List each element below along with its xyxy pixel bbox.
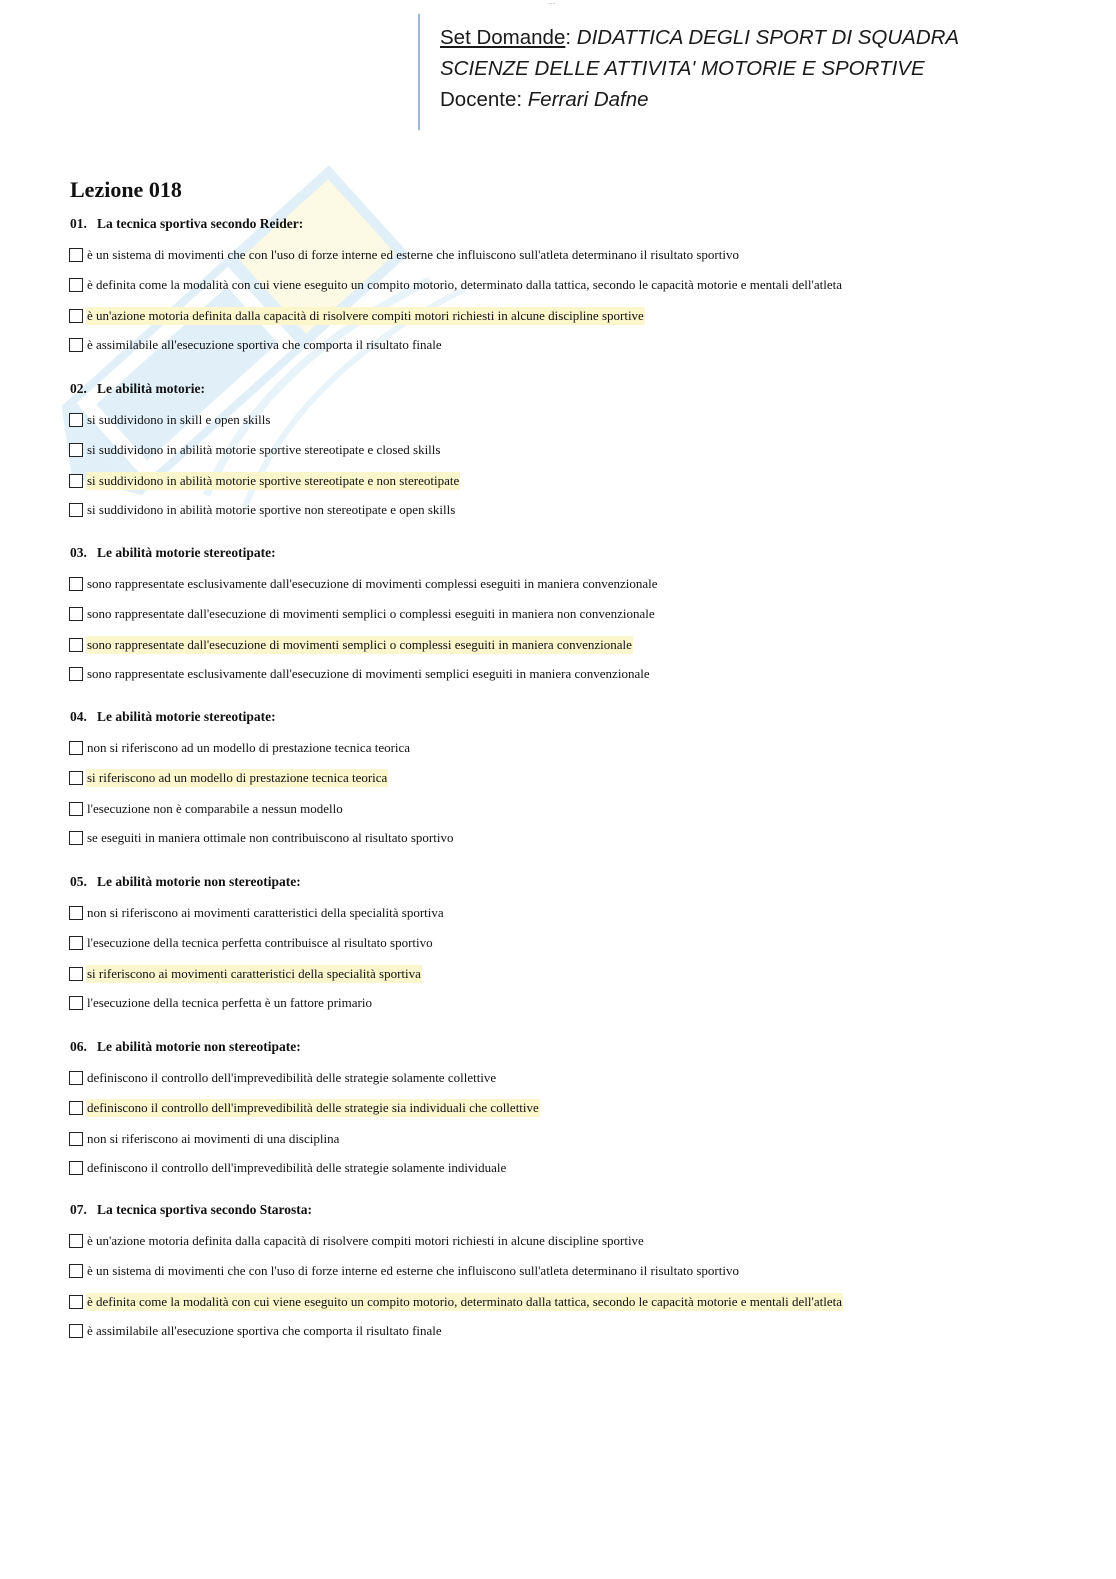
answer-option[interactable] (69, 336, 443, 354)
degree-line (440, 53, 959, 84)
question-text: Le abilità motorie non stereotipate: (97, 1039, 301, 1054)
answer-checkbox[interactable] (69, 831, 83, 845)
answer-option[interactable] (69, 501, 456, 519)
answer-text: se eseguiti in maniera ottimale non contribuiscono al risultato sportivo (87, 830, 454, 845)
question-number: 01. (70, 216, 87, 231)
answer-checkbox[interactable] (69, 248, 83, 262)
set-label: Set Domande (440, 26, 566, 49)
answer-option[interactable] (69, 246, 740, 264)
answer-text: è assimilabile all'esecuzione sportiva che comporta il risultato finale (87, 1323, 442, 1338)
document-header (440, 22, 959, 115)
answer-option[interactable] (69, 1262, 740, 1280)
answer-checkbox[interactable] (69, 1324, 83, 1338)
teacher-label: Docente (440, 88, 517, 111)
question-6 (70, 1039, 301, 1055)
question-text: La tecnica sportiva secondo Reider: (97, 216, 304, 231)
answer-text: definiscono il controllo dell'imprevedibilità delle strategie solamente individuale (87, 1160, 507, 1175)
answer-checkbox[interactable] (69, 1161, 83, 1175)
answer-checkbox[interactable] (69, 996, 83, 1010)
answer-option[interactable] (69, 1099, 540, 1117)
answer-text: è un sistema di movimenti che con l'uso di forze interne ed esterne che influiscono sull'atleta determinano il risultato sportivo (87, 1263, 739, 1278)
question-7 (70, 1202, 312, 1218)
answer-checkbox[interactable] (69, 607, 83, 621)
answer-checkbox[interactable] (69, 802, 83, 816)
teacher-line: Docente: Ferrari Dafne (440, 88, 649, 111)
answer-option[interactable] (69, 800, 344, 818)
answer-text: si suddividono in skill e open skills (87, 412, 271, 427)
question-text: Le abilità motorie non stereotipate: (97, 874, 301, 889)
answer-checkbox[interactable] (69, 667, 83, 681)
answer-text: si suddividono in abilità motorie sportive stereotipate e closed skills (87, 442, 441, 457)
answer-checkbox[interactable] (69, 278, 83, 292)
answer-checkbox[interactable] (69, 1264, 83, 1278)
teacher-name: Ferrari Dafne (527, 88, 649, 111)
answer-text: è assimilabile all'esecuzione sportiva che comporta il risultato finale (87, 337, 442, 352)
answer-checkbox[interactable] (69, 1071, 83, 1085)
answer-option[interactable] (69, 411, 271, 429)
question-2 (70, 381, 205, 397)
answer-checkbox[interactable] (69, 474, 83, 488)
answer-option[interactable] (69, 1069, 497, 1087)
answer-option[interactable] (69, 739, 411, 757)
answer-checkbox[interactable] (69, 309, 83, 323)
answer-option[interactable] (69, 934, 434, 952)
answer-text: è un'azione motoria definita dalla capacità di risolvere compiti motori richiesti in alcune discipline sportive (87, 1233, 644, 1248)
answer-text-highlighted: definiscono il controllo dell'imprevedibilità delle strategie sia individuali che collettive (87, 1100, 539, 1115)
answer-text: non si riferiscono ad un modello di prestazione tecnica teorica (87, 740, 411, 755)
answer-text: si suddividono in abilità motorie sportive non stereotipate e open skills (87, 502, 456, 517)
answer-checkbox[interactable] (69, 967, 83, 981)
page-mark: ..... (548, 0, 556, 6)
answer-text: l'esecuzione non è comparabile a nessun modello (87, 801, 343, 816)
answer-text: è definita come la modalità con cui viene eseguito un compito motorio, determinato dalla tattica, secondo le capacità motorie e mentali dell'atleta (87, 277, 842, 292)
answer-option[interactable] (69, 472, 460, 490)
answer-option[interactable] (69, 994, 373, 1012)
answer-text-highlighted: è un'azione motoria definita dalla capacità di risolvere compiti motori richiesti in alcune discipline sportive (87, 308, 644, 323)
answer-checkbox[interactable] (69, 1101, 83, 1115)
question-number: 02. (70, 381, 87, 396)
answer-checkbox[interactable] (69, 741, 83, 755)
answer-text-highlighted: si riferiscono ad un modello di prestazione tecnica teorica (87, 770, 388, 785)
answer-text: l'esecuzione della tecnica perfetta contribuisce al risultato sportivo (87, 935, 433, 950)
answer-checkbox[interactable] (69, 443, 83, 457)
course-name: DIDATTICA DEGLI SPORT DI SQUADRA (576, 26, 960, 49)
answer-text-highlighted: è definita come la modalità con cui viene eseguito un compito motorio, determinato dalla tattica, secondo le capacità motorie e mentali dell'atleta (87, 1294, 842, 1309)
question-number: 03. (70, 545, 87, 560)
answer-option[interactable] (69, 307, 645, 325)
question-4 (70, 709, 276, 725)
answer-option[interactable] (69, 1159, 507, 1177)
answer-option[interactable] (69, 829, 454, 847)
header-divider (418, 14, 420, 130)
answer-option[interactable] (69, 1322, 443, 1340)
question-3 (70, 545, 276, 561)
question-text: Le abilità motorie: (97, 381, 205, 396)
answer-option[interactable] (69, 1293, 843, 1311)
question-number: 06. (70, 1039, 87, 1054)
answer-text: sono rappresentate dall'esecuzione di movimenti semplici o complessi eseguiti in maniera non convenzionale (87, 606, 655, 621)
answer-option[interactable] (69, 665, 651, 683)
answer-checkbox[interactable] (69, 503, 83, 517)
question-5 (70, 874, 301, 890)
answer-option[interactable] (69, 769, 388, 787)
lesson-title: Lezione 018 (70, 177, 182, 202)
answer-option[interactable] (69, 904, 445, 922)
answer-text: non si riferiscono ai movimenti di una disciplina (87, 1131, 340, 1146)
answer-checkbox[interactable] (69, 413, 83, 427)
answer-checkbox[interactable] (69, 906, 83, 920)
question-text: Le abilità motorie stereotipate: (97, 709, 276, 724)
course-line: Set Domande: DIDATTICA DEGLI SPORT DI SQUADRA (440, 26, 960, 49)
answer-option[interactable] (69, 605, 656, 623)
question-text: Le abilità motorie stereotipate: (97, 545, 276, 560)
question-number: 07. (70, 1202, 87, 1217)
question-number: 04. (70, 709, 87, 724)
answer-option[interactable] (69, 965, 422, 983)
question-text: La tecnica sportiva secondo Starosta: (97, 1202, 312, 1217)
answer-checkbox[interactable] (69, 338, 83, 352)
answer-text: non si riferiscono ai movimenti caratteristici della specialità sportiva (87, 905, 444, 920)
answer-option[interactable] (69, 636, 633, 654)
answer-checkbox[interactable] (69, 1295, 83, 1309)
answer-text-highlighted: si riferiscono ai movimenti caratteristici della specialità sportiva (87, 966, 421, 981)
degree-name: SCIENZE DELLE ATTIVITA' MOTORIE E SPORTIVE (440, 57, 925, 80)
question-1 (70, 216, 303, 232)
answer-text-highlighted: sono rappresentate dall'esecuzione di movimenti semplici o complessi eseguiti in maniera convenzionale (87, 637, 632, 652)
answer-option[interactable] (69, 1130, 340, 1148)
answer-checkbox[interactable] (69, 638, 83, 652)
answer-checkbox[interactable] (69, 936, 83, 950)
question-number: 05. (70, 874, 87, 889)
answer-option[interactable] (69, 441, 441, 459)
answer-text: definiscono il controllo dell'imprevedibilità delle strategie solamente collettive (87, 1070, 497, 1085)
answer-checkbox[interactable] (69, 1234, 83, 1248)
answer-checkbox[interactable] (69, 771, 83, 785)
answer-text: è un sistema di movimenti che con l'uso di forze interne ed esterne che influiscono sull'atleta determinano il risultato sportivo (87, 247, 739, 262)
answer-checkbox[interactable] (69, 1132, 83, 1146)
answer-option[interactable] (69, 276, 843, 294)
answer-checkbox[interactable] (69, 577, 83, 591)
answer-text: sono rappresentate esclusivamente dall'esecuzione di movimenti complessi eseguiti in maniera convenzionale (87, 576, 658, 591)
answer-option[interactable] (69, 575, 659, 593)
answer-option[interactable] (69, 1232, 645, 1250)
answer-text: l'esecuzione della tecnica perfetta è un fattore primario (87, 995, 372, 1010)
answer-text: sono rappresentate esclusivamente dall'esecuzione di movimenti semplici eseguiti in maniera convenzionale (87, 666, 650, 681)
answer-text-highlighted: si suddividono in abilità motorie sportive stereotipate e non stereotipate (87, 473, 460, 488)
